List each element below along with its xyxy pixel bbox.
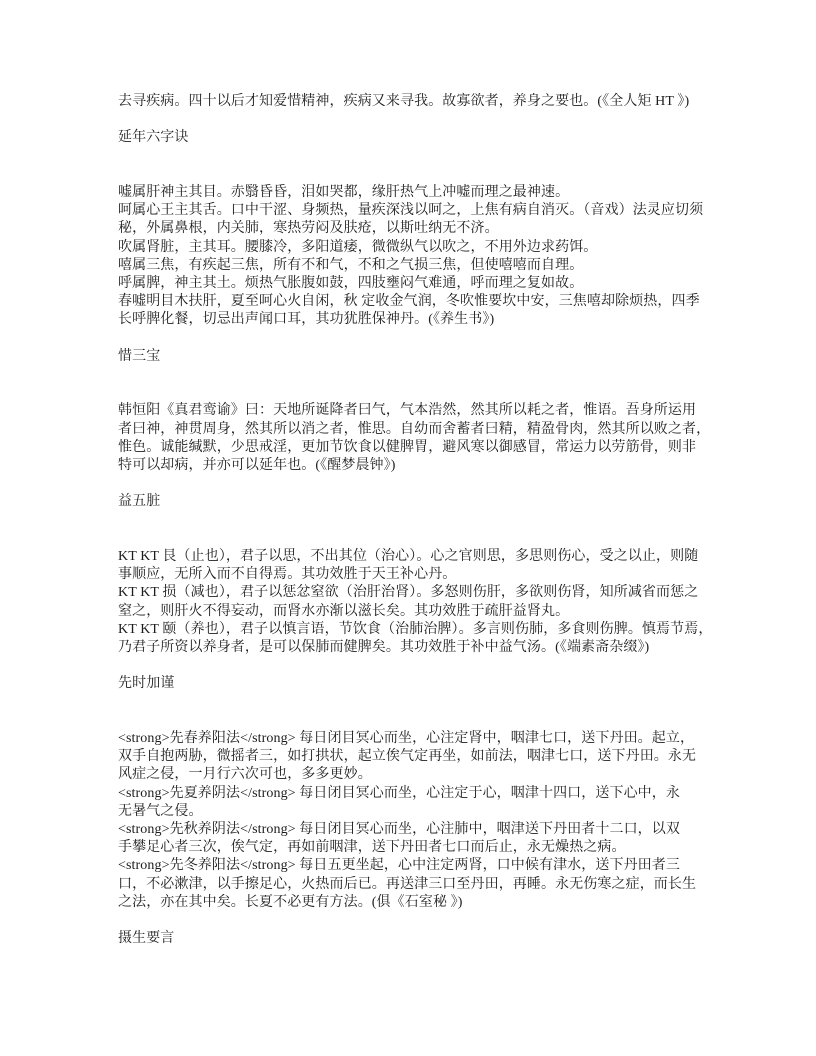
heading-text-line: 先时加谨 <box>118 676 175 692</box>
text-line: 口，不必漱津，以手擦足心，火热而后已。再送津三口至丹田，再睡。永无伤寒之症，而长生 <box>118 876 697 892</box>
paragraph-intro-continuation <box>118 93 700 111</box>
heading-shesheng-yaoyan <box>118 930 700 948</box>
text-line: 呼属脾，神主其土。烦热气胀腹如鼓，四肢壅闷气难通，呼而理之复如故。 <box>118 276 584 291</box>
text-line: <strong>先夏养阴法</strong> 每日闭目冥心而坐，心注定于心，咽津十四口，送下心中，永 <box>118 785 680 801</box>
heading-xisanbao <box>118 348 700 366</box>
text-line: 之法，亦在其中矣。长夏不必更有方法。(俱《石室秘 》) <box>118 894 463 910</box>
text-line: 秘，外属鼻根，内关肺，寒热劳闷及肤疮，以斯吐纳无不济。 <box>118 221 499 237</box>
text-line: 双手自抱两胁，微摇者三，如打拱状，起立俟气定再坐，如前法，咽津七口，送下丹田。永无 <box>118 749 697 765</box>
text-line: 窒之，则肝火不得妄动，而肾水亦渐以滋长矣。其功效胜于疏肝益肾丸。 <box>118 603 570 619</box>
heading-text-line: 益五脏 <box>118 494 161 510</box>
text-line: 惟色。诚能缄默，少思戒淫，更加节饮食以健脾胃，避风寒以御感冒，常运力以劳筋骨，则非 <box>118 439 697 455</box>
text-line: 风症之侵，一月行六次可也，多多更妙。 <box>118 767 372 783</box>
text-line: 呵属心王主其舌。口中干涩、身频热，量疾深浅以呵之，上焦有病自消灭。（音戏）法灵应切须 <box>118 203 704 219</box>
paragraph-sishi-fa <box>118 730 700 912</box>
paragraph-xisanbao <box>118 402 711 475</box>
text-line: 嘘属肝神主其目。赤翳昏昏，泪如哭都，缘肝热气上冲嘘而理之最神速。 <box>118 184 570 200</box>
text-line: 韩恒阳《真君鸾谕》曰：天地所诞降者曰气，气本浩然，然其所以耗之者，惟语。吾身所运用 <box>118 403 697 419</box>
heading-text-line: 惜三宝 <box>118 348 161 364</box>
page-content <box>118 93 713 985</box>
text-line: 乃君子所资以养身者，是可以保肺而健脾矣。其功效胜于补中益气汤。(《端素斋杂缀》) <box>118 640 650 655</box>
text-line: KT KT 颐（养也），君子以慎言语，节饮食（治肺治脾）。多言则伤肺，多食则伤脾。慎焉节焉， <box>118 621 713 637</box>
heading-xianshi-jiajin <box>118 675 700 693</box>
heading-text-line: 延年六字诀 <box>118 130 189 146</box>
heading-yannian-liuzijue <box>118 129 700 147</box>
text-line: <strong>先春养阳法</strong> 每日闭目冥心而坐，心注定肾中，咽津七口，送下丹田。起立， <box>118 730 695 746</box>
paragraph-yiwuzang <box>118 548 713 657</box>
text-line: 春嘘明目木扶肝，夏至呵心火自闲，秋 定收金气润，冬吹惟要坎中安，三焦嘻却除烦热，四季 <box>118 294 700 310</box>
heading-yiwuzang <box>118 493 700 511</box>
text-line: <strong>先秋养阴法</strong> 每日闭目冥心而坐，心注肺中，咽津送下丹田者十二口，以双 <box>118 822 680 837</box>
text-line: KT KT 损（减也），君子以惩忿窒欲（治肝治肾）。多怒则伤肝，多欲则伤肾，知所减省而惩之 <box>118 585 699 601</box>
text-line: 者曰神，神贯周身，然其所以消之者，惟思。自幼而舍蓄者曰精，精盈骨肉，然其所以败之者， <box>118 421 711 437</box>
text-line: 嘻属三焦，有疾起三焦，所有不和气，不和之气损三焦，但使嘻嘻而自理。 <box>118 257 584 273</box>
text-line: 吹属肾脏，主其耳。腰膝冷，多阳道痿，微微纵气以吹之，不用外边求药饵。 <box>118 239 598 255</box>
paragraph-liuzijue <box>118 184 704 330</box>
text-line: 无暑气之侵。 <box>118 803 203 819</box>
text-line: <strong>先冬养阳法</strong> 每日五更坐起，心中注定两肾，口中候有津水，送下丹田者三 <box>118 858 680 874</box>
text-line: 长呼脾化餐，切忌出声闻口耳，其功犹胜保神丹。(《养生书》) <box>118 312 495 328</box>
text-line: 去寻疾病。四十以后才知爱惜精神，疾病又来寻我。故寡欲者，养身之要也。(《全人矩 HT 》) <box>118 94 690 109</box>
text-line: 事顺应，无所入而不自得焉。其功效胜于天王补心丹。 <box>118 567 457 583</box>
text-line: 特可以却病，并亦可以延年也。(《醒梦晨钟》) <box>118 458 396 473</box>
heading-text-line: 摄生要言 <box>118 931 175 947</box>
text-line: 手攀足心者三次，俟气定，再如前咽津，送下丹田者七口而后止，永无燥热之病。 <box>118 840 626 856</box>
text-line: KT KT 艮（止也），君子以思，不出其位（治心）。心之官则思，多思则伤心，受之以止，则随 <box>118 548 699 564</box>
